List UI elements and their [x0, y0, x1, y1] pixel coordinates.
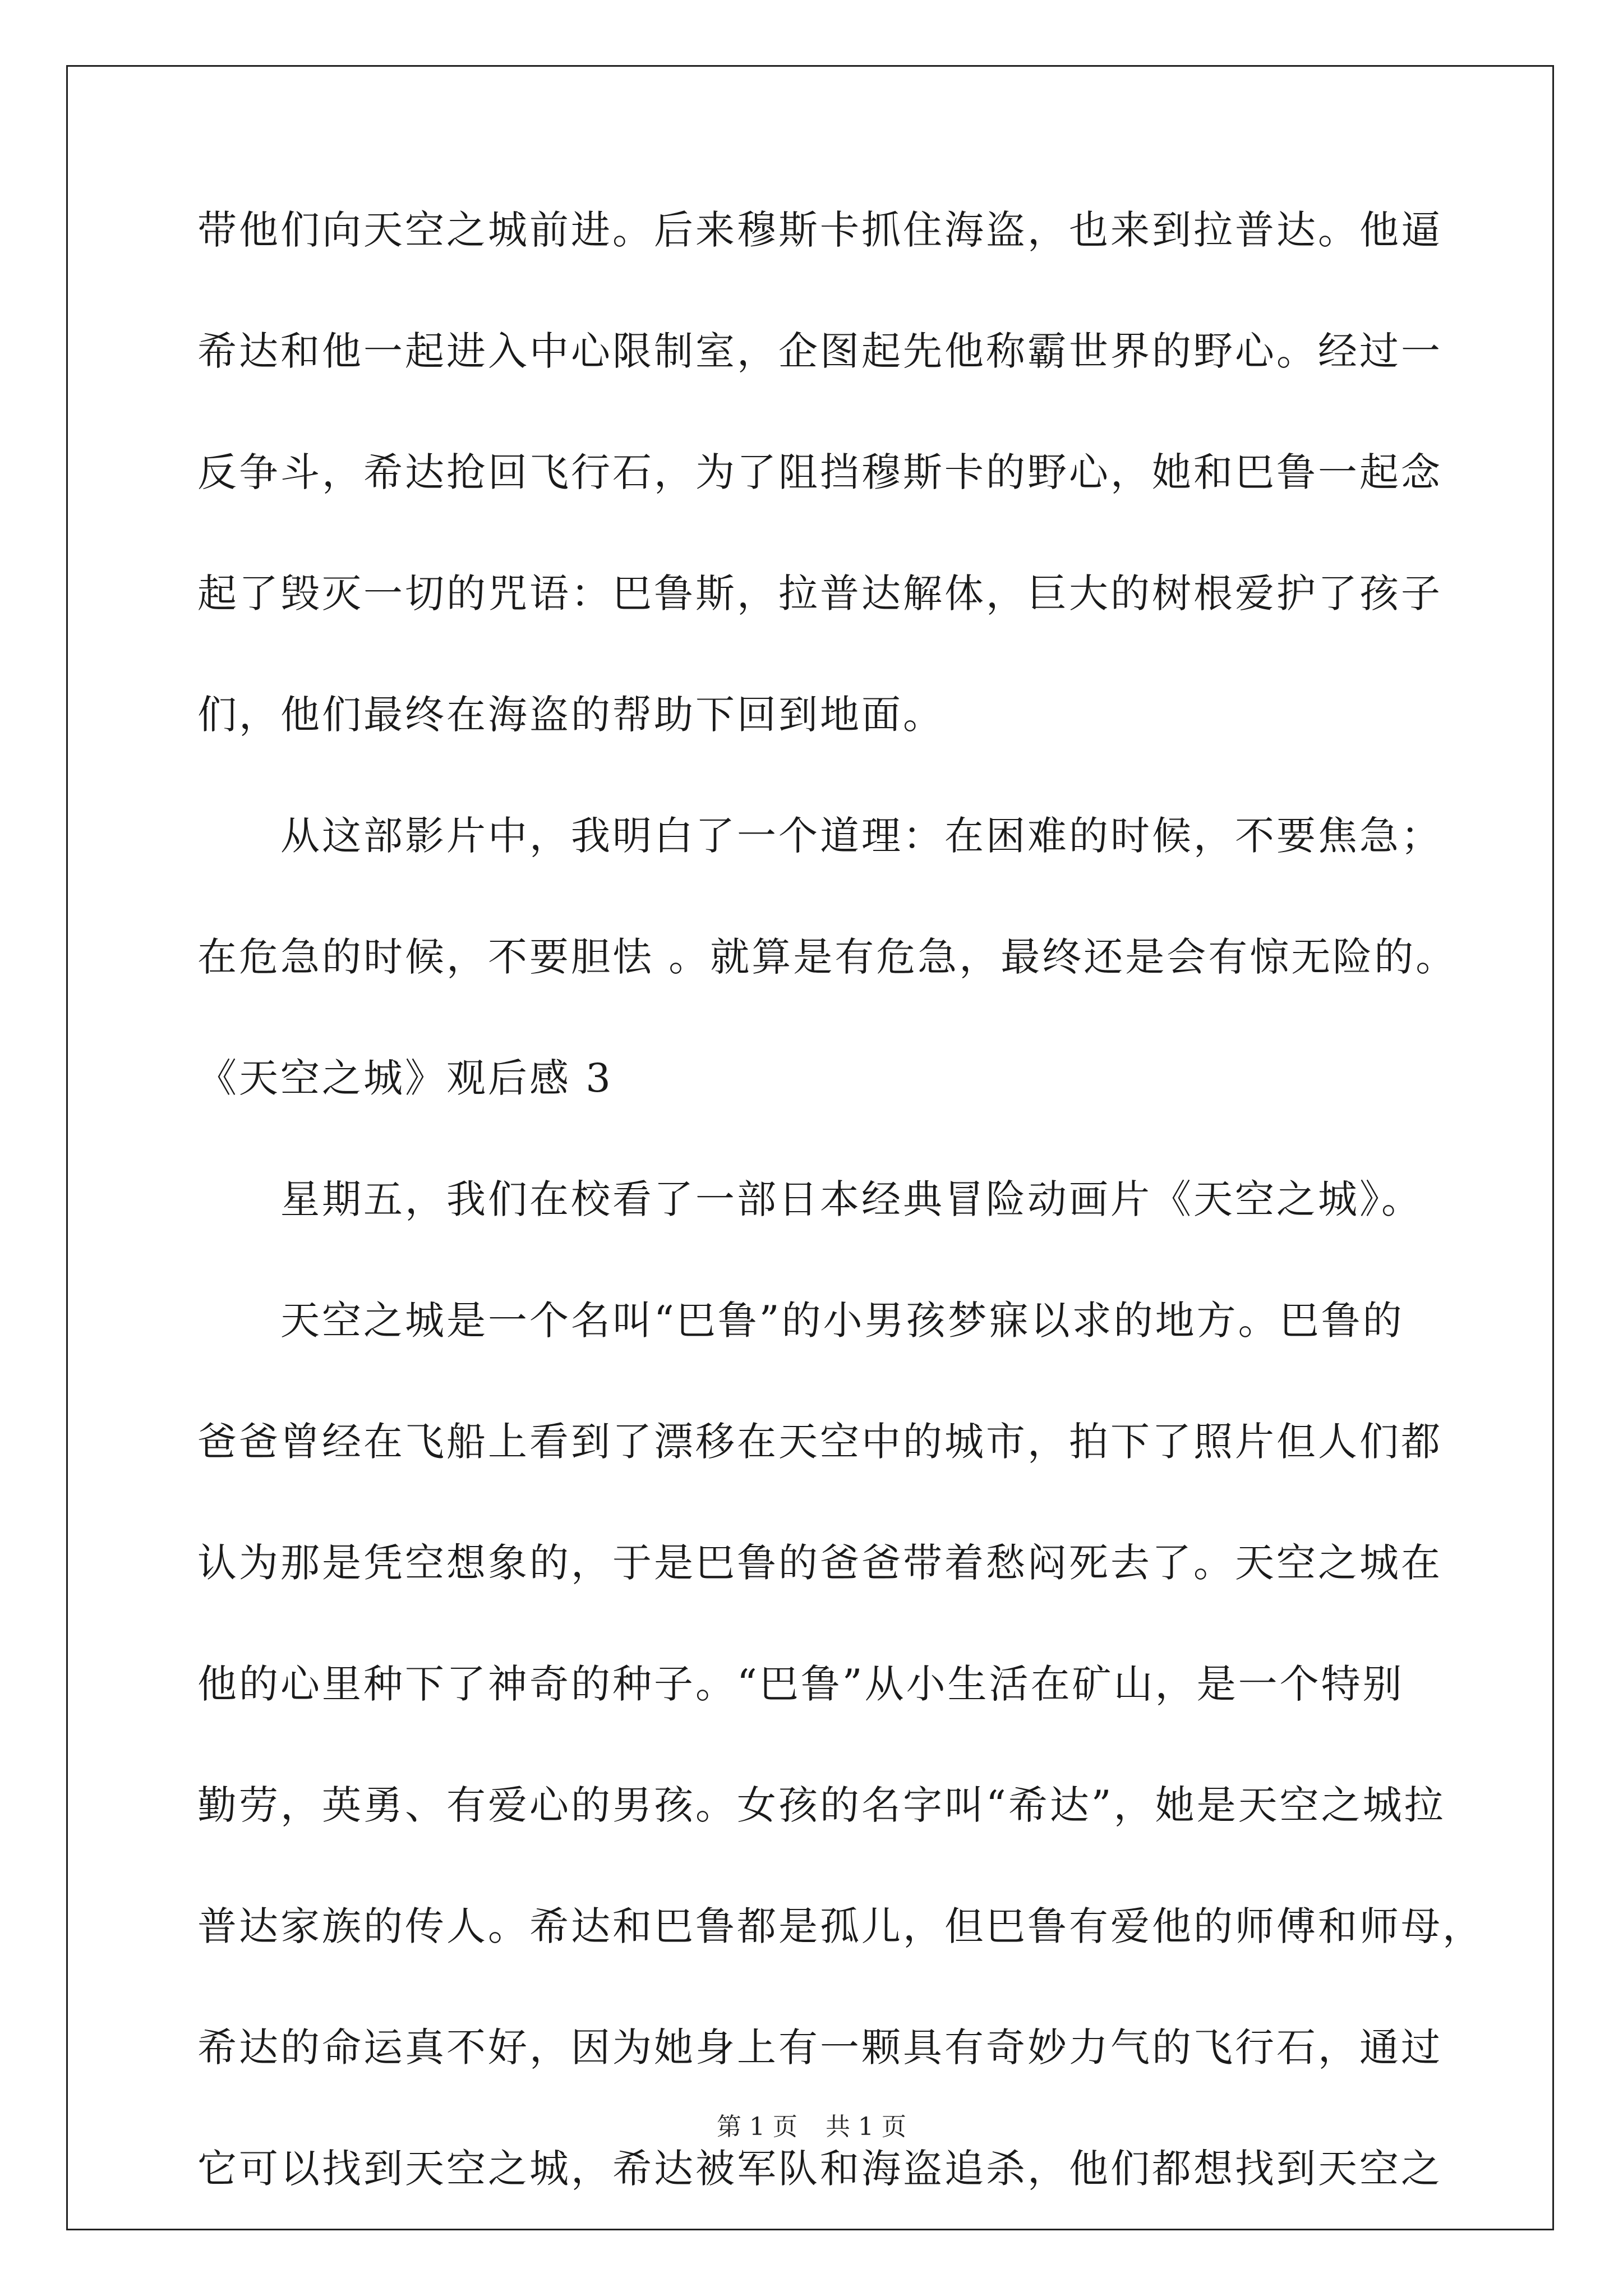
text-line: 反争斗，希达抢回飞行石，为了阻挡穆斯卡的野心，她和巴鲁一起念	[197, 449, 1442, 495]
text-line: 起了毁灭一切的咒语：巴鲁斯，拉普达解体，巨大的树根爱护了孩子	[197, 570, 1442, 616]
text-line: 在危急的时候，不要胆怯 。就算是有危急，最终还是会有惊无险的。	[197, 934, 1458, 980]
text-line: 希达的命运真不好，因为她身上有一颗具有奇妙力气的飞行石，通过	[197, 2024, 1442, 2070]
page-total: 共 1 页	[826, 2113, 906, 2141]
document-body	[197, 207, 1484, 2270]
text-line: 勤劳，英勇、有爱心的男孩。女孩的名字叫“希达”，她是天空之城拉	[197, 1782, 1446, 1828]
section-heading: 《天空之城》观后感 3	[197, 1055, 613, 1101]
text-line: 从这部影片中，我明白了一个道理：在困难的时候，不要焦急；	[280, 813, 1442, 859]
text-line: 天空之城是一个名叫“巴鲁”的小男孩梦寐以求的地方。巴鲁的	[280, 1297, 1404, 1343]
text-line: 带他们向天空之城前进。后来穆斯卡抓住海盗，也来到拉普达。他逼	[197, 207, 1442, 253]
text-line: 爸爸曾经在飞船上看到了漂移在天空中的城市，拍下了照片但人们都	[197, 1419, 1442, 1465]
text-line: 希达和他一起进入中心限制室，企图起先他称霸世界的野心。经过一	[197, 328, 1442, 374]
text-line: 认为那是凭空想象的，于是巴鲁的爸爸带着愁闷死去了。天空之城在	[197, 1540, 1442, 1586]
page-number: 第 1 页	[717, 2113, 797, 2141]
text-line: 普达家族的传人。希达和巴鲁都是孤儿，但巴鲁有爱他的师傅和师母，	[197, 1903, 1484, 1949]
text-line: 它可以找到天空之城，希达被军队和海盗追杀，他们都想找到天空之	[197, 2146, 1442, 2192]
text-line: 星期五，我们在校看了一部日本经典冒险动画片《天空之城》。	[280, 1176, 1423, 1222]
text-line: 他的心里种下了神奇的种子。“巴鲁”从小生活在矿山，是一个特别	[197, 1661, 1404, 1707]
page-footer	[0, 2115, 1623, 2139]
text-line: 们，他们最终在海盗的帮助下回到地面。	[197, 692, 944, 738]
